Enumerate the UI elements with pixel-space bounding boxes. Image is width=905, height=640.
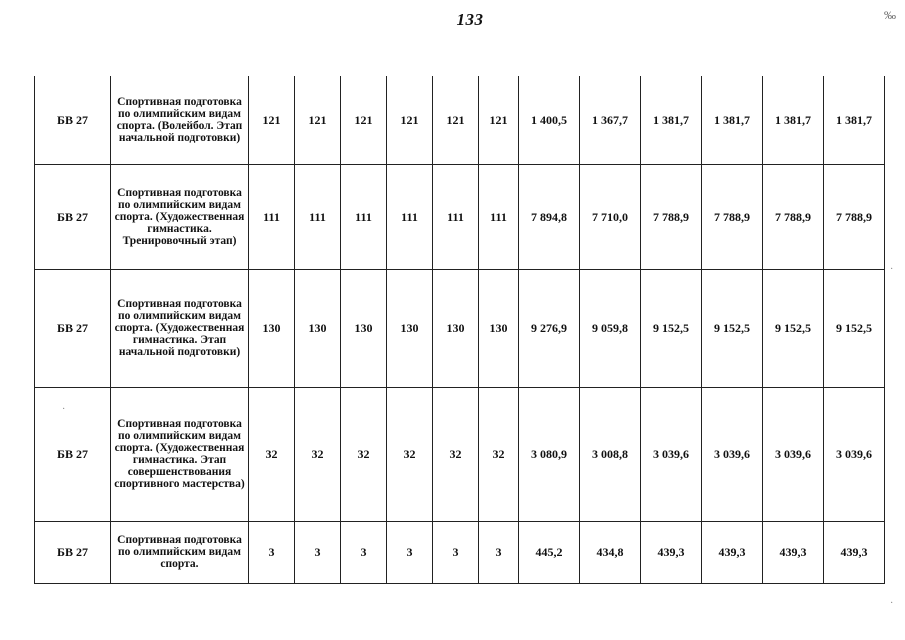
code-cell: БВ 27	[35, 269, 111, 387]
count-cell: 32	[295, 387, 341, 521]
amount-cell: 9 152,5	[641, 269, 702, 387]
code-cell: БВ 27	[35, 521, 111, 583]
name-cell: Спортивная подготовка по олимпийским видам спорта. (Художественная гимнастика. Этап начальной подготовки)	[111, 269, 249, 387]
count-cell: 111	[433, 164, 479, 269]
amount-cell: 434,8	[580, 521, 641, 583]
name-cell: Спортивная подготовка по олимпийским видам спорта. (Художественная гимнастика. Этап совершенствования спортивного мастерства)	[111, 387, 249, 521]
table-row	[35, 164, 885, 269]
amount-cell: 439,3	[702, 521, 763, 583]
name-cell: Спортивная подготовка по олимпийским видам спорта.	[111, 521, 249, 583]
count-cell: 130	[249, 269, 295, 387]
table-row	[35, 269, 885, 387]
table-row	[35, 387, 885, 521]
count-cell: 121	[433, 76, 479, 164]
corner-mark: ‰	[884, 8, 896, 22]
table-row	[35, 76, 885, 164]
count-cell: 32	[341, 387, 387, 521]
count-cell: 130	[479, 269, 519, 387]
name-cell: Спортивная подготовка по олимпийским видам спорта. (Художественная гимнастика. Тренировочный этап)	[111, 164, 249, 269]
amount-cell: 439,3	[641, 521, 702, 583]
amount-cell: 1 381,7	[702, 76, 763, 164]
amount-cell: 1 367,7	[580, 76, 641, 164]
count-cell: 32	[479, 387, 519, 521]
amount-cell: 9 152,5	[824, 269, 885, 387]
count-cell: 130	[387, 269, 433, 387]
amount-cell: 1 400,5	[519, 76, 580, 164]
amount-cell: 7 894,8	[519, 164, 580, 269]
count-cell: 130	[341, 269, 387, 387]
table-row	[35, 521, 885, 583]
amount-cell: 9 059,8	[580, 269, 641, 387]
count-cell: 32	[249, 387, 295, 521]
amount-cell: 7 788,9	[763, 164, 824, 269]
count-cell: 111	[249, 164, 295, 269]
amount-cell: 1 381,7	[641, 76, 702, 164]
amount-cell: 3 080,9	[519, 387, 580, 521]
count-cell: 121	[387, 76, 433, 164]
amount-cell: 3 008,8	[580, 387, 641, 521]
count-cell: 130	[433, 269, 479, 387]
count-cell: 3	[341, 521, 387, 583]
scan-dot: ·	[890, 598, 894, 609]
amount-cell: 9 152,5	[763, 269, 824, 387]
count-cell: 111	[341, 164, 387, 269]
amount-cell: 3 039,6	[641, 387, 702, 521]
count-cell: 3	[479, 521, 519, 583]
count-cell: 111	[295, 164, 341, 269]
code-cell: БВ 27	[35, 164, 111, 269]
amount-cell: 439,3	[824, 521, 885, 583]
count-cell: 111	[387, 164, 433, 269]
code-cell: БВ 27	[35, 76, 111, 164]
budget-table	[34, 76, 885, 584]
scan-dot: ·	[62, 404, 66, 415]
count-cell: 121	[479, 76, 519, 164]
scan-dot: ·	[890, 264, 894, 275]
count-cell: 121	[249, 76, 295, 164]
amount-cell: 9 276,9	[519, 269, 580, 387]
amount-cell: 1 381,7	[763, 76, 824, 164]
amount-cell: 3 039,6	[702, 387, 763, 521]
count-cell: 32	[433, 387, 479, 521]
count-cell: 121	[341, 76, 387, 164]
amount-cell: 7 788,9	[702, 164, 763, 269]
amount-cell: 7 710,0	[580, 164, 641, 269]
amount-cell: 9 152,5	[702, 269, 763, 387]
count-cell: 3	[295, 521, 341, 583]
count-cell: 3	[433, 521, 479, 583]
amount-cell: 7 788,9	[824, 164, 885, 269]
count-cell: 3	[387, 521, 433, 583]
table-body	[35, 76, 885, 583]
amount-cell: 3 039,6	[824, 387, 885, 521]
page-number: 133	[456, 10, 484, 29]
amount-cell: 7 788,9	[641, 164, 702, 269]
amount-cell: 3 039,6	[763, 387, 824, 521]
count-cell: 130	[295, 269, 341, 387]
amount-cell: 1 381,7	[824, 76, 885, 164]
count-cell: 32	[387, 387, 433, 521]
count-cell: 111	[479, 164, 519, 269]
name-cell: Спортивная подготовка по олимпийским видам спорта. (Волейбол. Этап начальной подготовки)	[111, 76, 249, 164]
code-cell: БВ 27	[35, 387, 111, 521]
count-cell: 121	[295, 76, 341, 164]
amount-cell: 439,3	[763, 521, 824, 583]
amount-cell: 445,2	[519, 521, 580, 583]
count-cell: 3	[249, 521, 295, 583]
